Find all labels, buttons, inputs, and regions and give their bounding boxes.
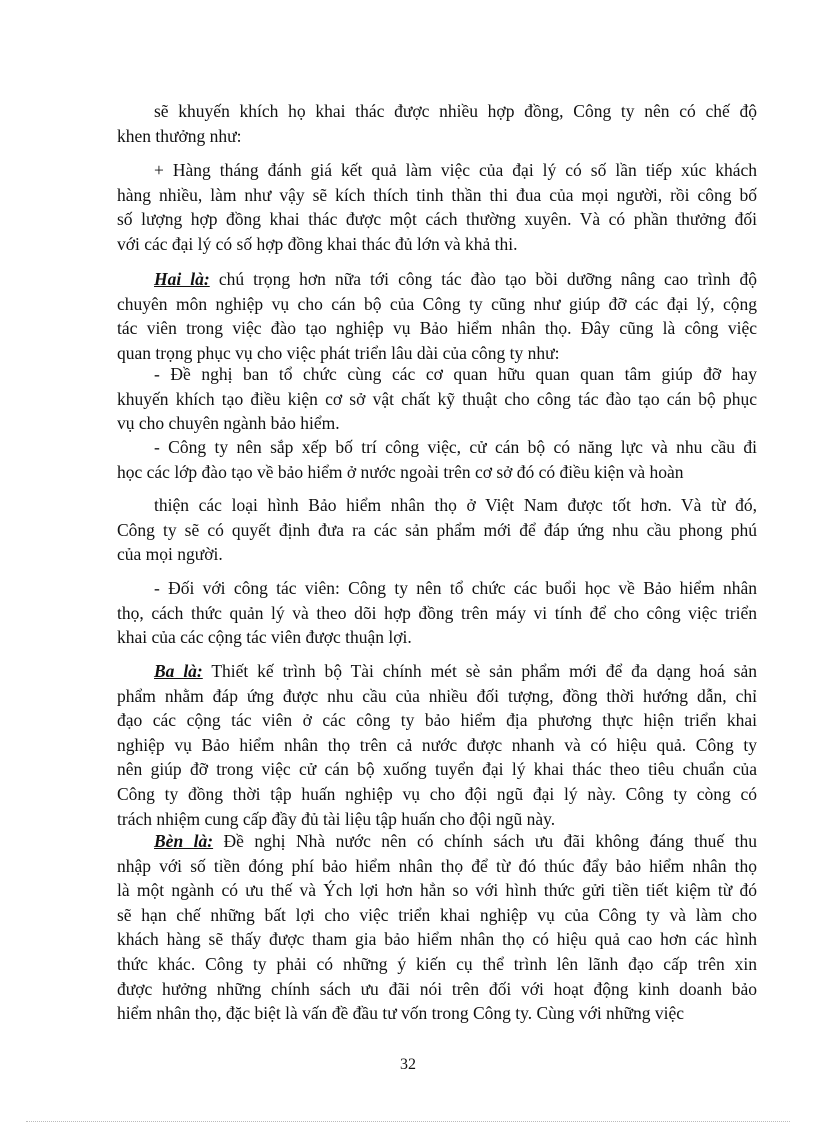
- paragraph-6-line: [117, 542, 757, 567]
- text-line: Công ty đồng thời tập huấn nghiệp vụ cho đội ngũ đại lý này. Công ty còng có: [117, 784, 757, 804]
- paragraph-9-line: [117, 927, 757, 952]
- text-line: hàng nhiều, làm như vậy sẽ kích thích tinh thần thi đua của mọi người, rồi công bố: [117, 184, 757, 205]
- text-line: + Hàng tháng đánh giá kết quả làm việc của đại lý có số lần tiếp xúc khách: [154, 160, 757, 180]
- paragraph-7-line: [117, 576, 757, 601]
- paragraph-8-line: [117, 659, 757, 684]
- paragraph-5-line: [117, 460, 757, 485]
- paragraph-6-line: [117, 493, 757, 518]
- paragraph-9-line: [117, 854, 757, 879]
- paragraph-8-line: [117, 708, 757, 733]
- text-line: sẽ khuyến khích họ khai thác được nhiều hợp đồng, Công ty nên có chế độ: [154, 101, 757, 121]
- section-label: Ba là:: [154, 661, 203, 681]
- paragraph-2-line: [117, 232, 757, 257]
- paragraph-2-line: [117, 158, 757, 183]
- paragraph-8-line: [117, 733, 757, 758]
- text-line: là một ngành có ưu thế và Ých lợi hơn hẳn so với hình thức gửi tiền tiết kiệm từ đó: [117, 880, 757, 901]
- section-label: Hai là:: [154, 269, 210, 289]
- text-line: tác viên trong việc đào tạo nghiệp vụ Bảo hiểm nhân thọ. Đây cũng là công việc: [117, 318, 757, 339]
- text-line: trách nhiệm cung cấp đầy đủ tài liệu tập huấn cho đội ngũ này.: [117, 808, 556, 829]
- text-line: Đề nghị Nhà nước nên có chính sách ưu đãi không đáng thuế thu: [223, 831, 758, 851]
- paragraph-9-line: [117, 903, 757, 928]
- paragraph-7-line: [117, 625, 757, 650]
- text-line: của mọi người.: [117, 544, 223, 565]
- text-line: số lượng hợp đồng khai thác được một cách thường xuyên. Và có phần thưởng đối: [117, 209, 757, 230]
- text-line: nhập với số tiền đóng phí bảo hiểm nhân thọ để từ đó thúc đẩy bảo hiểm nhân thọ: [117, 855, 757, 876]
- text-line: chuyên môn nghiệp vụ cho cán bộ của Công ty cũng như giúp đỡ các đại lý, cộng: [117, 293, 757, 314]
- text-line: thiện các loại hình Bảo hiểm nhân thọ ở Việt Nam được tốt hơn. Và từ đó,: [154, 495, 757, 515]
- paragraph-8-line: [117, 782, 757, 807]
- paragraph-9-line: [117, 977, 757, 1002]
- text-line: - Công ty nên sắp xếp bố trí công việc, cử cán bộ có năng lực và nhu cầu đi: [154, 437, 757, 457]
- text-line: khen thưởng như:: [117, 125, 242, 146]
- text-line: - Đề nghị ban tổ chức cùng các cơ quan hữu quan quan tâm giúp đỡ hay: [154, 364, 757, 384]
- paragraph-8-line: [117, 807, 757, 832]
- page-footer-rule: [26, 1121, 790, 1122]
- text-line: hiểm nhân thọ, đặc biệt là vấn đề đầu tư vốn trong Công ty. Cùng với những việc: [117, 1003, 685, 1024]
- section-label: Bèn là:: [154, 831, 214, 851]
- paragraph-1-line: [117, 99, 757, 124]
- paragraph-9-line: [117, 829, 757, 854]
- paragraph-6-line: [117, 518, 757, 543]
- text-line: chú trọng hơn nữa tới công tác đào tạo bồi dưỡng nâng cao trình độ: [218, 269, 757, 289]
- paragraph-3-line: [117, 316, 757, 341]
- paragraph-7-line: [117, 601, 757, 626]
- text-line: phẩm nhằm đáp ứng được nhu cầu của nhiều đối tượng, đồng thời hướng dẫn, chỉ: [117, 685, 757, 706]
- page-number: 32: [400, 1056, 416, 1073]
- text-line: đạo các cộng tác viên ở các công ty bảo hiểm địa phương thực hiện triển khai: [117, 710, 757, 731]
- text-line: nên giúp đỡ trong việc cử cán bộ xuống tuyển đại lý khai thác theo tiêu chuẩn của: [117, 759, 757, 780]
- text-line: với các đại lý có số hợp đồng khai thác đủ lớn và khả thi.: [117, 233, 518, 254]
- text-line: khách hàng sẽ thấy được tham gia bảo hiểm nhân thọ có hiệu quả cao hơn các hình: [117, 929, 757, 950]
- text-line: quan trọng phục vụ cho việc phát triển lâu dài của công ty như:: [117, 342, 560, 363]
- text-line: Công ty sẽ có quyết định đưa ra các sản phẩm mới để đáp ứng nhu cầu phong phú: [117, 519, 757, 540]
- paragraph-8-line: [117, 684, 757, 709]
- text-line: nghiệp vụ Bảo hiểm nhân thọ trên cả nước được nhanh và có hiệu quả. Công ty: [117, 734, 757, 755]
- paragraph-3-line: [117, 292, 757, 317]
- paragraph-1-line: [117, 124, 757, 149]
- paragraph-5-line: [117, 435, 757, 460]
- text-line: - Đối với công tác viên: Công ty nên tổ chức các buổi học về Bảo hiểm nhân: [154, 578, 757, 598]
- paragraph-4-line: [117, 387, 757, 412]
- text-line: sẽ hạn chế những bất lợi cho việc triển khai nghiệp vụ của Công ty và làm cho: [117, 904, 757, 925]
- text-line: học các lớp đào tạo về bảo hiểm ở nước ngoài trên cơ sở đó có điều kiện và hoàn: [117, 461, 684, 482]
- text-line: thọ, cách thức quản lý và theo dõi hợp đồng trên máy vi tính để cho công việc triển: [117, 602, 757, 623]
- paragraph-2-line: [117, 183, 757, 208]
- paragraph-8-line: [117, 757, 757, 782]
- paragraph-9-line: [117, 952, 757, 977]
- text-line: thức khác. Công ty phải có những ý kiến cụ thể trình lên lãnh đạo cấp trên xin: [117, 954, 757, 974]
- text-line: Thiết kế trình bộ Tài chính mét sè sản phẩm mới để đa dạng hoá sản: [211, 661, 757, 681]
- text-line: khuyến khích tạo điều kiện cơ sở vật chất kỹ thuật cho công tác đào tạo cán bộ phục: [117, 388, 757, 409]
- text-line: được hưởng những chính sách ưu đãi nói trên đối với hoạt động kinh doanh bảo: [117, 978, 757, 999]
- text-line: khai của các cộng tác viên được thuận lợi.: [117, 627, 412, 648]
- paragraph-2-line: [117, 207, 757, 232]
- paragraph-9-line: [117, 878, 757, 903]
- paragraph-9-line: [117, 1001, 757, 1026]
- text-line: vụ cho chuyên ngành bảo hiểm.: [117, 413, 340, 434]
- paragraph-4-line: [117, 362, 757, 387]
- paragraph-3-line: [117, 267, 757, 292]
- paragraph-4-line: [117, 411, 757, 436]
